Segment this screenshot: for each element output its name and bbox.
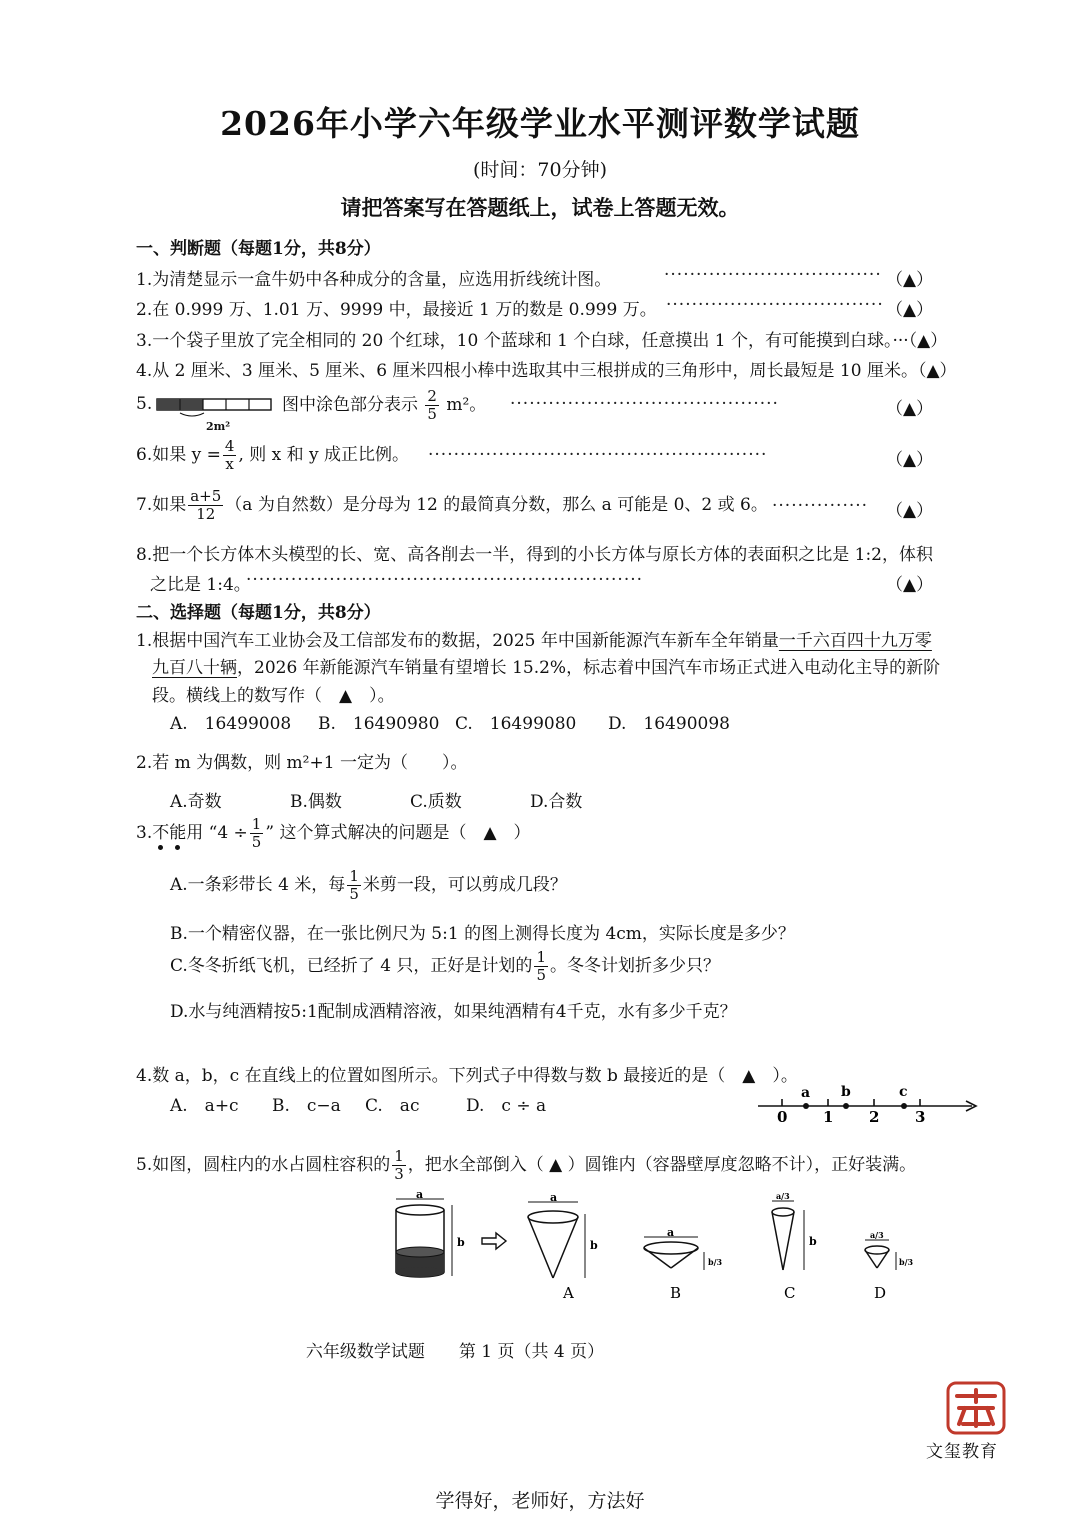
choice-q4-option-a: A. a+c	[170, 1096, 239, 1116]
section-heading-choice: 二、选择题（每题1分，共8分）	[136, 603, 381, 623]
cone-c-dim-a3: a/3	[776, 1191, 790, 1201]
seal-logo	[945, 1380, 1007, 1436]
choice-q4-option-b: B. c−a	[272, 1096, 341, 1116]
exam-time: (时间：70分钟)	[472, 159, 607, 181]
section-heading-judgement: 一、判断题（每题1分，共8分）	[136, 239, 381, 259]
judge-q8-line1: 8.把一个长方体木头模型的长、宽、高各削去一半，得到的小长方体与原长方体的表面积之比是 1:2，体积	[136, 545, 933, 565]
judge-q5-num: 5.	[136, 394, 153, 414]
choice-q3-option-d: D.水与纯酒精按5:1配制成酒精溶液，如果纯酒精有4千克，水有多少千克？	[170, 1002, 737, 1022]
judge-q8-line2: 之比是 1:4。	[150, 575, 251, 595]
dots-leader: ·····················································	[428, 445, 768, 465]
judge-q7: 7.如果 $\frac{a+5}{12}$ （a 为自然数）是分母为 12 的最简真分数，那么 a 可能是 0、2 或 6。	[136, 487, 768, 523]
brand-name: 文玺教育	[926, 1442, 998, 1462]
dots-leader: ··································	[666, 295, 884, 315]
choice-q4: 4.数 a，b，c 在直线上的位置如图所示。下列式子中得数与数 b 最接近的是（ ▲ ）。	[136, 1066, 798, 1086]
choice-q4-option-d: D. c ÷ a	[466, 1096, 547, 1116]
choice-q2-option-b: B.偶数	[290, 792, 342, 812]
choice-q5: 5.如图，圆柱内的水占圆柱容积的 $\frac{1}{3}$ ，把水全部倒入（ ▲ ）圆锥内（容器壁厚度忽略不计），正好装满。	[136, 1147, 917, 1183]
choice-q3: 3.不能用 “4 ÷ $\frac{1}{5}$ ” 这个算式解决的问题是（ ▲ ）	[136, 815, 531, 851]
axis-label-1: 1	[823, 1108, 834, 1125]
answer-mark: （▲）	[886, 575, 934, 595]
dim-a-label: a	[416, 1190, 424, 1201]
option-label-a: A	[563, 1284, 574, 1302]
judge-q2: 2.在 0.999 万、1.01 万、9999 中，最接近 1 万的数是 0.999 万。	[136, 300, 657, 320]
cone-c-dim-b: b	[809, 1235, 817, 1248]
choice-q3-option-a: A.一条彩带长 4 米，每 $\frac{1}{5}$ 米剪一段，可以剪成几段？	[170, 867, 567, 903]
option-label-c: C	[784, 1284, 796, 1302]
axis-label-0: 0	[777, 1108, 788, 1125]
dots-leader: ··································	[664, 265, 882, 285]
judge-q5-text: 图中涂色部分表示 $\frac{2}{5}$ m²。	[282, 387, 487, 423]
point-b-label: b	[841, 1084, 851, 1100]
option-label-b: B	[670, 1284, 682, 1302]
cone-a-dim-b: b	[590, 1239, 598, 1252]
dots-leader: ······························································	[246, 570, 644, 590]
choice-q1-option-a: A. 16499008	[170, 714, 292, 734]
choice-q3-option-c: C.冬冬折纸飞机，已经折了 4 只，正好是计划的 $\frac{1}{5}$ 。冬冬计划折多少只？	[170, 948, 720, 984]
choice-q1-line3: 段。横线上的数写作（ ▲ ）。	[152, 686, 395, 706]
judge-q3: 3.一个袋子里放了完全相同的 20 个红球，10 个蓝球和 1 个白球，任意摸出 1 个，有可能摸到白球。···（▲）	[136, 331, 948, 351]
answer-mark: （▲）	[886, 450, 934, 470]
choice-q2: 2.若 m 为偶数，则 m²+1 一定为（ ）。	[136, 753, 468, 773]
choice-q2-option-a: A.奇数	[170, 792, 222, 812]
cone-a-dim-a: a	[550, 1191, 558, 1204]
cone-b-dim-b3: b/3	[708, 1257, 723, 1267]
choice-q1-option-d: D. 16490098	[608, 714, 730, 734]
choice-q1-line1: 1.根据中国汽车工业协会及工信部发布的数据，2025 年中国新能源汽车新车全年销量一千六百四十九万零	[136, 631, 932, 651]
cone-b-dim-a: a	[667, 1226, 675, 1239]
choice-q4-option-c: C. ac	[365, 1096, 420, 1116]
judge-q4: 4.从 2 厘米、3 厘米、5 厘米、6 厘米四根小棒中选取其中三根拼成的三角形中，周长最短是 10 厘米。（▲）	[136, 361, 957, 381]
answer-mark: （▲）	[886, 501, 934, 521]
choice-q2-option-c: C.质数	[410, 792, 462, 812]
slogan: 学得好，老师好，方法好	[435, 1490, 645, 1512]
choice-q3-option-b: B.一个精密仪器，在一张比例尺为 5:1 的图上测得长度为 4cm，实际长度是多少？	[170, 924, 795, 944]
choice-q1-line2: 九百八十辆，2026 年新能源汽车销量有望增长 15.2%，标志着中国汽车市场正式进入电动化主导的新阶	[152, 658, 941, 678]
page-footer: 六年级数学试题 第 1 页（共 4 页）	[305, 1342, 605, 1362]
choice-q1-option-b: B. 16490980	[318, 714, 440, 734]
cylinder-cones-figure	[380, 1190, 920, 1302]
judge-q1: 1.为清楚显示一盒牛奶中各种成分的含量，应选用折线统计图。	[136, 270, 612, 290]
judge-q5-bar-label: 2m²	[206, 420, 231, 433]
answer-mark: （▲）	[886, 270, 934, 290]
cone-d-dim-a3: a/3	[870, 1230, 884, 1240]
dots-leader: ···············	[772, 496, 869, 516]
choice-q1-option-c: C. 16499080	[455, 714, 577, 734]
choice-q2-option-d: D.合数	[530, 792, 583, 812]
axis-label-3: 3	[915, 1108, 926, 1125]
point-c-label: c	[899, 1084, 908, 1100]
exam-notice: 请把答案写在答题纸上，试卷上答题无效。	[340, 195, 740, 220]
answer-mark: （▲）	[886, 399, 934, 419]
number-line-figure	[752, 1080, 980, 1125]
answer-mark: （▲）	[886, 300, 934, 320]
judge-q6: 6.如果 y = $\frac{4}{x}$ , 则 x 和 y 成正比例。	[136, 437, 410, 473]
point-a-label: a	[801, 1085, 811, 1101]
axis-label-2: 2	[869, 1108, 880, 1125]
cone-d-dim-b3: b/3	[899, 1257, 914, 1267]
page-title: 2026年小学六年级学业水平测评数学试题	[220, 104, 860, 143]
dim-b-label: b	[457, 1236, 465, 1249]
dots-leader: ··········································	[510, 394, 779, 414]
option-label-d: D	[874, 1284, 887, 1302]
